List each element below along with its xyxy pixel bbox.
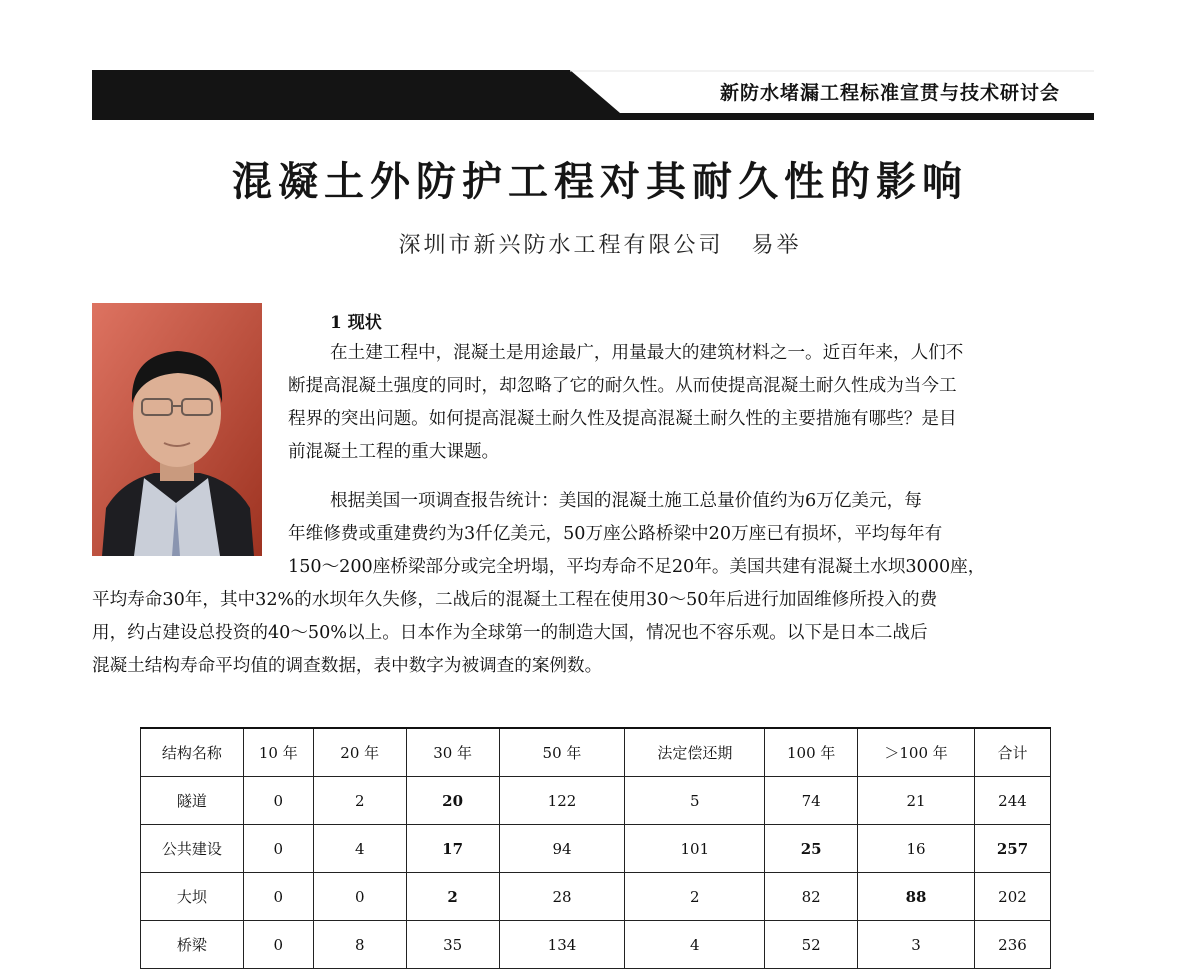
column-header: 50 年 xyxy=(499,728,625,777)
paragraph-line: 用，约占建设总投资的40～50%以上。日本作为全球第一的制造大国，情况也不容乐观。以下是日本二战后 xyxy=(92,623,928,643)
table-cell: 28 xyxy=(499,873,625,921)
author-line xyxy=(0,228,1200,259)
table-cell: 0 xyxy=(243,825,313,873)
article-title: 混凝土外防护工程对其耐久性的影响 xyxy=(232,158,968,205)
data-table xyxy=(140,727,1051,969)
paragraph-2-bottom xyxy=(92,584,1094,683)
table-cell: 202 xyxy=(975,873,1051,921)
column-header: 100 年 xyxy=(765,728,858,777)
author-photo xyxy=(92,303,262,556)
table-cell: 88 xyxy=(858,873,975,921)
table-cell: 101 xyxy=(625,825,765,873)
table-cell: 74 xyxy=(765,777,858,825)
table-cell: 2 xyxy=(313,777,406,825)
column-header: 20 年 xyxy=(313,728,406,777)
table-cell: 134 xyxy=(499,921,625,969)
author-name: 易举 xyxy=(751,233,802,258)
column-header: 法定偿还期 xyxy=(625,728,765,777)
table-cell: 隧道 xyxy=(141,777,244,825)
paragraph-line: 150～200座桥梁部分或完全坍塌，平均寿命不足20年。美国共建有混凝土水坝3000座， xyxy=(288,557,986,577)
table-cell: 52 xyxy=(765,921,858,969)
table-cell: 3 xyxy=(858,921,975,969)
table-cell: 8 xyxy=(313,921,406,969)
table-cell: 82 xyxy=(765,873,858,921)
table-cell: 2 xyxy=(406,873,499,921)
lifespan-survey-table xyxy=(140,727,1051,969)
column-header: 10 年 xyxy=(243,728,313,777)
table-cell: 大坝 xyxy=(141,873,244,921)
table-cell: 4 xyxy=(313,825,406,873)
column-header: ＞100 年 xyxy=(858,728,975,777)
table-cell: 35 xyxy=(406,921,499,969)
table-row xyxy=(141,825,1051,873)
column-header: 结构名称 xyxy=(141,728,244,777)
table-cell: 21 xyxy=(858,777,975,825)
paragraph-1 xyxy=(288,337,1094,469)
table-cell: 2 xyxy=(625,873,765,921)
paragraph-line: 混凝土结构寿命平均值的调查数据，表中数字为被调查的案例数。 xyxy=(92,656,603,676)
table-cell: 4 xyxy=(625,921,765,969)
table-cell: 公共建设 xyxy=(141,825,244,873)
table-row xyxy=(141,921,1051,969)
paragraph-line: 根据美国一项调查报告统计：美国的混凝土施工总量价值约为6万亿美元，每 xyxy=(330,491,922,511)
journal-header-bar xyxy=(92,70,1094,120)
table-cell: 17 xyxy=(406,825,499,873)
table-cell: 122 xyxy=(499,777,625,825)
paragraph-line: 年维修费或重建费约为3仟亿美元，50万座公路桥梁中20万座已有损坏，平均每年有 xyxy=(288,524,943,544)
column-header: 30 年 xyxy=(406,728,499,777)
table-cell: 236 xyxy=(975,921,1051,969)
author-affiliation: 深圳市新兴防水工程有限公司 xyxy=(398,233,724,258)
table-cell: 94 xyxy=(499,825,625,873)
table-cell: 0 xyxy=(243,921,313,969)
table-cell: 25 xyxy=(765,825,858,873)
paragraph-line: 在土建工程中，混凝土是用途最广，用量最大的建筑材料之一。近百年来，人们不 xyxy=(330,343,964,363)
table-cell: 0 xyxy=(243,873,313,921)
section-heading: 1 现状 xyxy=(330,313,382,333)
paragraph-line: 断提高混凝土强度的同时，却忽略了它的耐久性。从而使提高混凝土耐久性成为当今工 xyxy=(288,376,957,396)
table-cell: 20 xyxy=(406,777,499,825)
table-cell: 16 xyxy=(858,825,975,873)
table-header-row xyxy=(141,728,1051,777)
conference-name: 新防水堵漏工程标准宣贯与技术研讨会 xyxy=(719,82,1060,104)
table-cell: 257 xyxy=(975,825,1051,873)
table-cell: 244 xyxy=(975,777,1051,825)
paragraph-2-top xyxy=(288,485,1094,584)
table-cell: 5 xyxy=(625,777,765,825)
table-cell: 0 xyxy=(243,777,313,825)
table-cell: 0 xyxy=(313,873,406,921)
paragraph-line: 程界的突出问题。如何提高混凝土耐久性及提高混凝土耐久性的主要措施有哪些？是目 xyxy=(288,409,957,429)
table-row xyxy=(141,777,1051,825)
column-header: 合计 xyxy=(975,728,1051,777)
table-cell: 桥梁 xyxy=(141,921,244,969)
paragraph-line: 前混凝土工程的重大课题。 xyxy=(288,442,500,462)
paragraph-line: 平均寿命30年，其中32%的水坝年久失修，二战后的混凝土工程在使用30～50年后进行加固维修所投入的费 xyxy=(92,590,938,610)
table-row xyxy=(141,873,1051,921)
